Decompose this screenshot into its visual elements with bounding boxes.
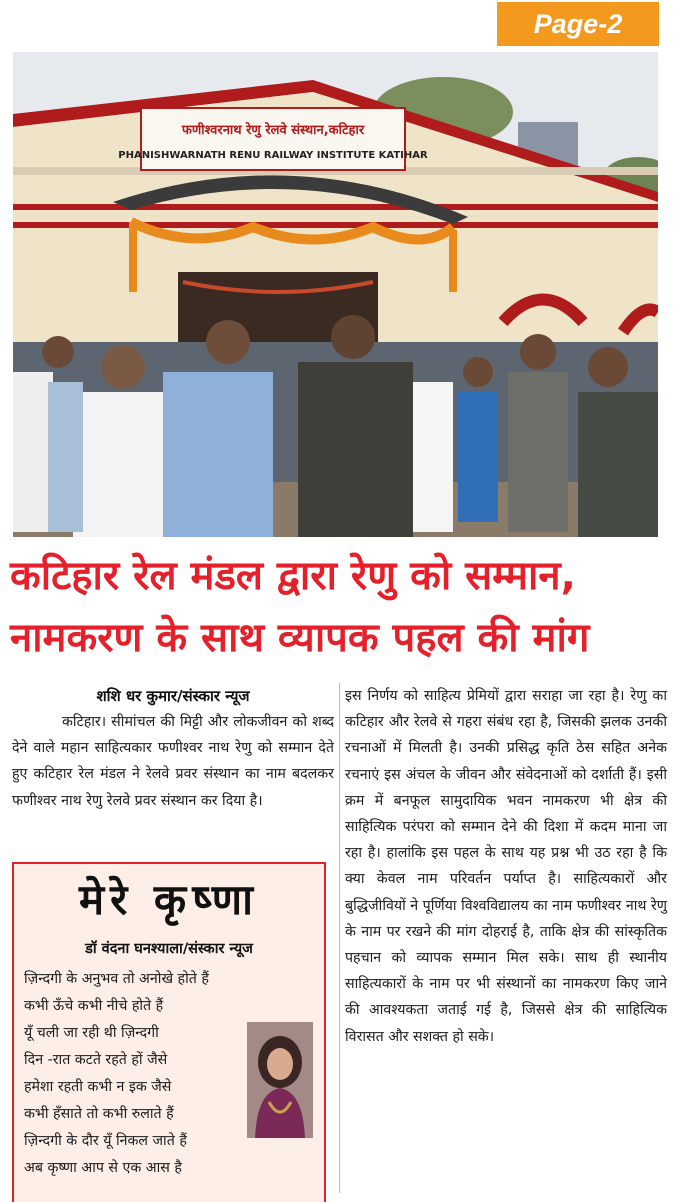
- article-left-paragraph: कटिहार। सीमांचल की मिट्टी और लोकजीवन को शब्द देने वाले महान साहित्यकार फणीश्वर नाथ रेणु को सम्मान देते हुए कटिहार रेल मंडल ने रेलवे प्रवर संस्थान का नाम बदलकर फणीश्वर नाथ रेणु रेलवे प्रवर संस्थान कर दिया है।: [12, 714, 334, 809]
- article-left-column: [12, 683, 334, 814]
- page-header: [0, 0, 681, 50]
- column-divider: [339, 683, 340, 1193]
- poem-line: ज़िन्दगी के दौर यूँ निकल जाते हैं: [24, 1133, 187, 1149]
- poem-line: हमेशा रहती कभी न इक जैसे: [24, 1079, 172, 1095]
- author-photo-illustration: [247, 1022, 313, 1138]
- headline-line-1: कटिहार रेल मंडल द्वारा रेणु को सम्मान,: [10, 553, 576, 599]
- poem-line: ज़िन्दगी के अनुभव तो अनोखे होते हैं: [24, 971, 209, 987]
- poem-line: कभी ऊँचे कभी नीचे होते हैं: [24, 998, 164, 1014]
- poem-line: दिन -रात कटते रहते हों जैसे: [24, 1052, 168, 1068]
- poem-byline: डॉ वंदना घनश्याला/संस्कार न्यूज: [85, 941, 253, 957]
- poem-line: अब कृष्णा आप से एक आस है: [24, 1160, 182, 1176]
- article-right-column: [345, 683, 667, 1050]
- headline-line-2: नामकरण के साथ व्यापक पहल की मांग: [10, 615, 590, 661]
- news-photo-illustration: [13, 52, 658, 537]
- building-sign-english: PHANISHWARNATH RENU RAILWAY INSTITUTE KATIHAR: [118, 150, 428, 161]
- article-right-paragraph: इस निर्णय को साहित्य प्रेमियों द्वारा सराहा जा रहा है। रेणु का कटिहार और रेलवे से गहरा संबंध रहा है, जिसकी झलक उनकी रचनाओं में मिलती है। उनकी प्रसिद्ध कृति ठेस सहित अनेक रचनाएं इस अंचल के जीवन और संवेदनाओं को दर्शाती हैं। इसी क्रम में बनफूल सामुदायिक भवन नामकरण भी क्षेत्र की साहित्यिक परंपरा को सम्मान देने की दिशा में कदम माना जा रहा है। हालांकि इस पहल के साथ यह प्रश्न भी उठ रहा है कि क्या केवल नाम परिवर्तन पर्याप्त है। साहित्यकारों और बुद्धिजीवियों ने पूर्णिया विश्वविद्यालय का नाम फणीश्वर नाथ रेणु के नाम पर रखने की मांग दोहराई है, ताकि क्षेत्र की सांस्कृतिक पहचान को व्यापक सम्मान मिल सके। साथ ही स्थानीय साहित्यकारों के नाम पर भी संस्थानों का नामकरण किए जाने की आवश्यकता जताई गई है, जिससे क्षेत्र की साहित्यिक विरासत और सशक्त हो सके।: [345, 688, 668, 1045]
- poem-line: कभी हँसाते तो कभी रुलाते हैं: [24, 1106, 174, 1122]
- poem-title: मेरे कृष्णा: [79, 875, 259, 924]
- page-number-tag: Page-2: [497, 2, 659, 46]
- article-byline: शशि धर कुमार/संस्कार न्यूज: [96, 687, 250, 705]
- author-photo: [247, 1022, 313, 1138]
- news-photo: [13, 52, 658, 537]
- poem-lines: [24, 966, 264, 1182]
- building-sign-hindi: फणीश्वरनाथ रेणु रेलवे संस्थान,कटिहार: [181, 123, 365, 138]
- poem-box: [12, 862, 326, 1202]
- headline: [10, 545, 670, 669]
- poem-line: यूँ चली जा रही थी ज़िन्दगी: [24, 1025, 159, 1041]
